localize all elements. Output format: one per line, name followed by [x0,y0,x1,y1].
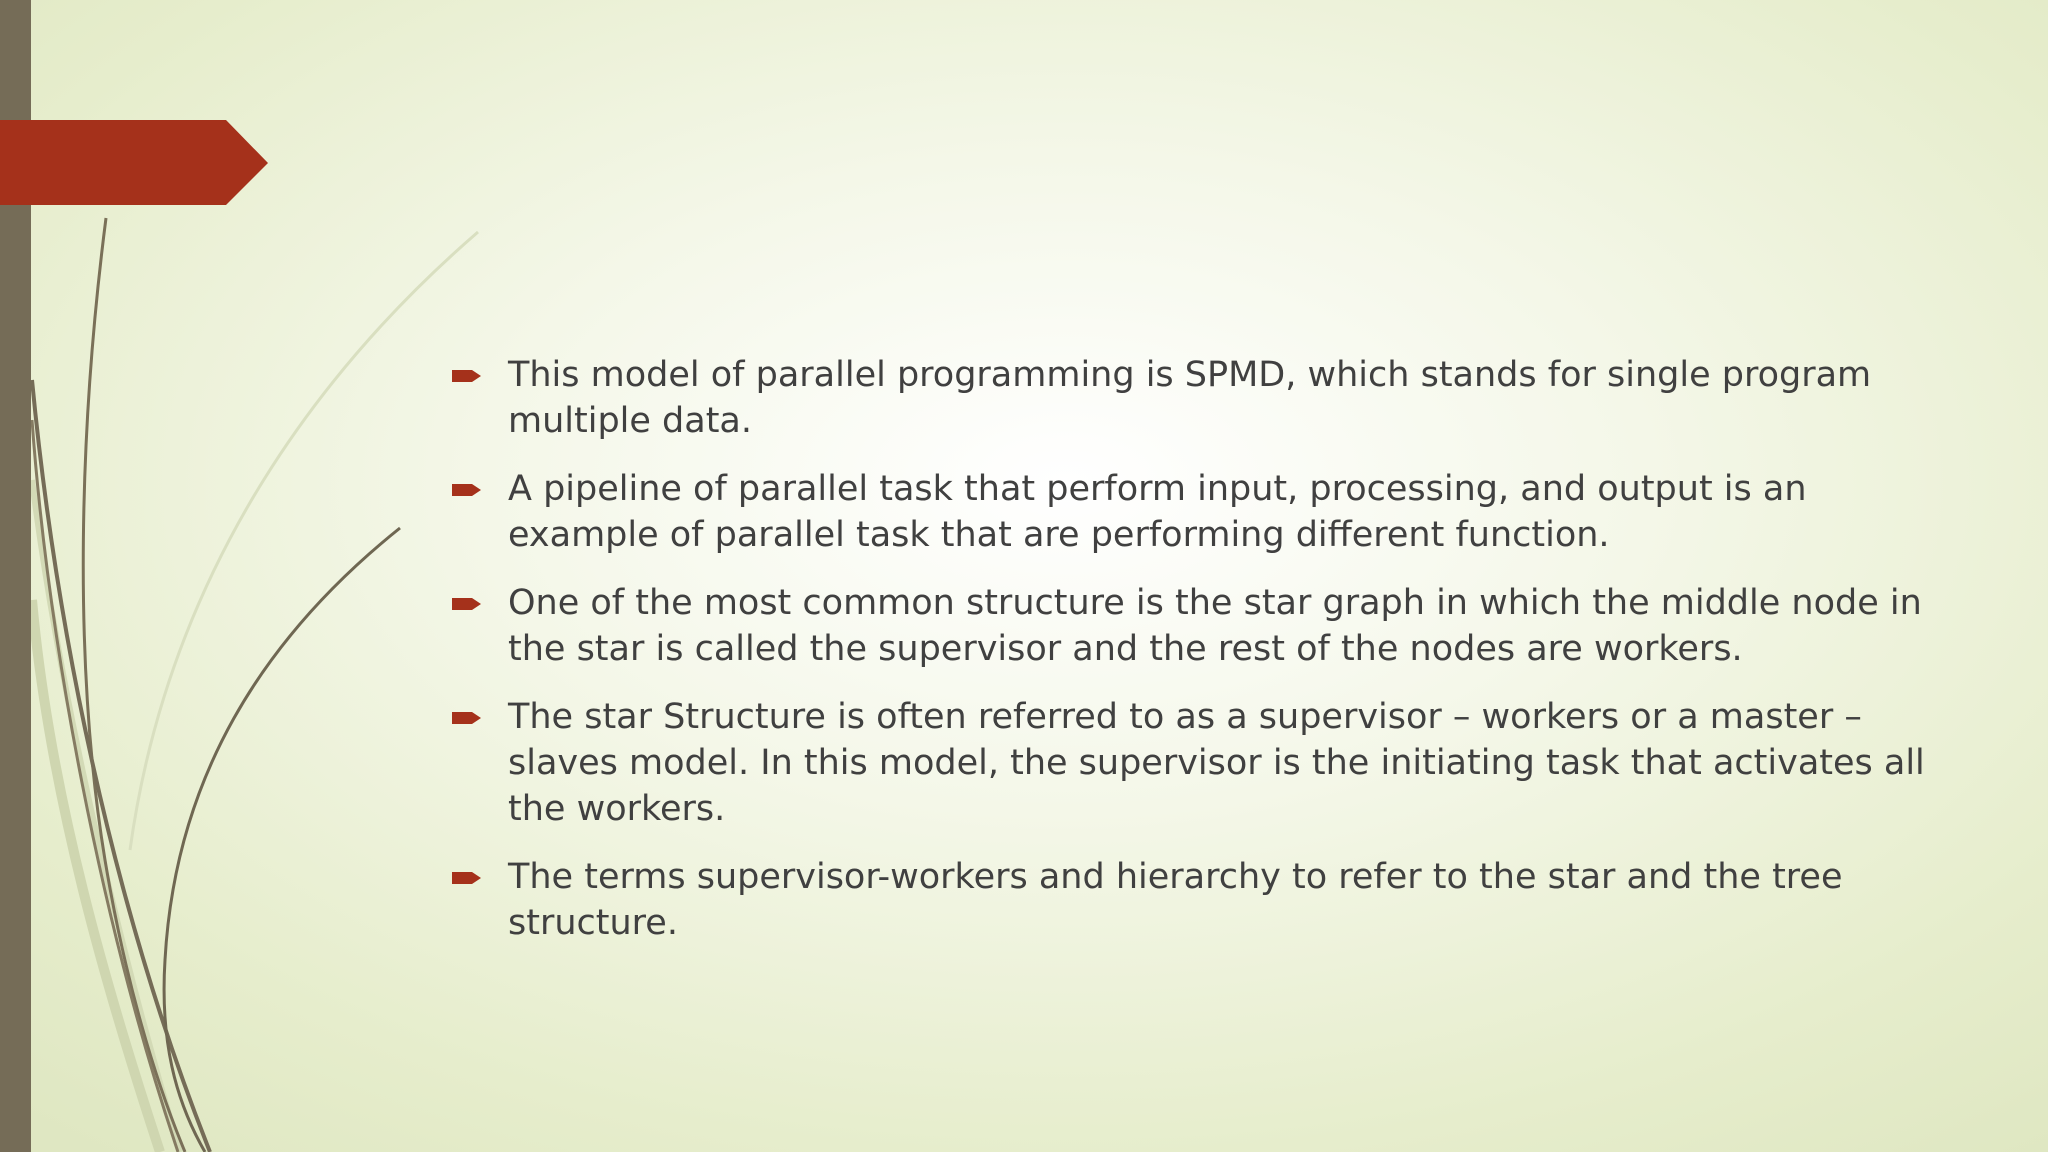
arrow-bullet-icon [452,368,482,384]
bullet-text: A pipeline of parallel task that perform input, processing, and output is an example of parallel task that are performing different function. [508,469,1807,555]
bullet-list [448,352,1928,968]
bullet-item [448,854,1928,946]
bullet-text: The star Structure is often referred to as a supervisor – workers or a master – slaves model. In this model, the supervisor is the initiating task that activates all the workers. [508,697,1925,829]
title-arrow-banner [0,120,268,205]
bullet-text: The terms supervisor-workers and hierarchy to refer to the star and the tree structure. [508,857,1843,943]
decorative-strand [130,232,478,850]
arrow-bullet-icon [452,482,482,498]
decorative-strand [32,420,178,1152]
arrow-bullet-icon [452,596,482,612]
bullet-item [448,694,1928,832]
decorative-strand [164,528,400,1152]
arrow-bullet-icon [452,710,482,726]
arrow-bullet-icon [452,870,482,886]
bullet-item [448,466,1928,558]
decorative-strand [32,600,160,1152]
bullet-text: One of the most common structure is the star graph in which the middle node in the star is called the supervisor and the rest of the nodes are workers. [508,583,1922,669]
bullet-item [448,352,1928,444]
bullet-text: This model of parallel programming is SPMD, which stands for single program multiple data. [508,355,1872,441]
bullet-item [448,580,1928,672]
